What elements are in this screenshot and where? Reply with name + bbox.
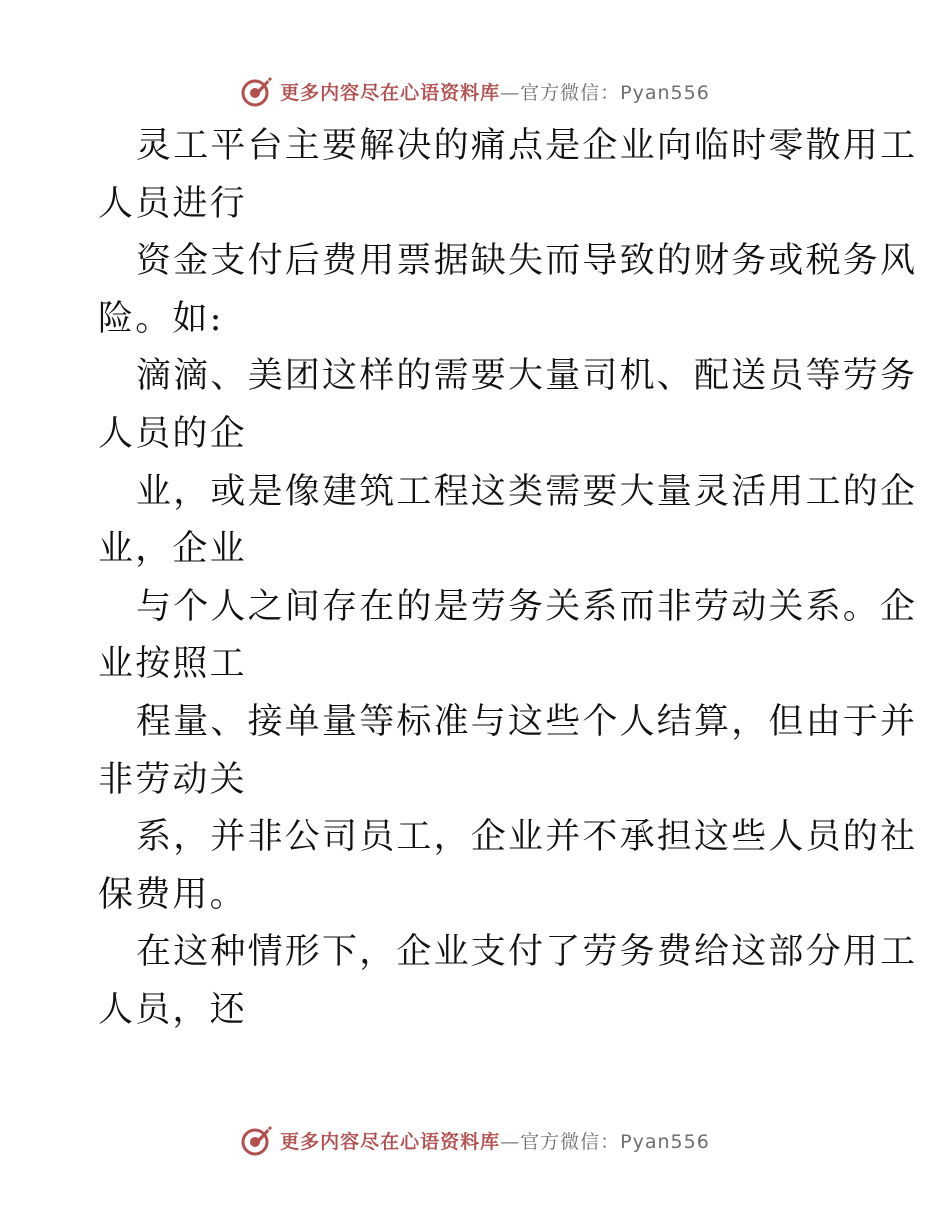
body-line-2: 人员进行 <box>98 183 247 224</box>
body-line-9: 与个人之间存在的是劳务关系而非劳动关系。企 <box>136 586 918 627</box>
body-line-6: 人员的企 <box>98 413 247 454</box>
header-separator: — <box>500 81 521 104</box>
header-text <box>280 78 710 105</box>
body-line-5: 滴滴、美团这样的需要大量司机、配送员等劳务 <box>136 356 918 397</box>
body-line-3: 资金支付后费用票据缺失而导致的财务或税务风 <box>136 241 918 282</box>
header-banner <box>0 71 950 111</box>
footer-separator: — <box>500 1130 521 1153</box>
header-site-text: 更多内容尽在心语资料库 <box>280 81 501 104</box>
body-line-4: 险。如: <box>98 298 224 339</box>
body-line-11: 程量、接单量等标准与这些个人结算，但由于并 <box>136 701 918 742</box>
footer-banner <box>0 1120 950 1160</box>
footer-contact-text: 官方微信：Pyan556 <box>520 1130 710 1153</box>
quill-seal-icon <box>240 74 274 108</box>
body-line-15: 在这种情形下，企业支付了劳务费给这部分用工 <box>136 932 918 973</box>
body-line-8: 业，企业 <box>98 529 247 570</box>
document-body <box>98 118 918 1040</box>
body-line-16: 人员，还 <box>98 989 247 1030</box>
footer-text <box>280 1127 710 1154</box>
body-line-12: 非劳动关 <box>98 759 247 800</box>
body-line-1: 灵工平台主要解决的痛点是企业向临时零散用工 <box>136 126 918 166</box>
body-line-10: 业按照工 <box>98 644 247 685</box>
quill-seal-icon <box>240 1123 274 1157</box>
body-line-14: 保费用。 <box>98 874 247 915</box>
body-line-7: 业，或是像建筑工程这类需要大量灵活用工的企 <box>136 471 918 512</box>
header-contact-text: 官方微信：Pyan556 <box>520 81 710 104</box>
body-line-13: 系，并非公司员工，企业并不承担这些人员的社 <box>136 817 918 858</box>
footer-site-text: 更多内容尽在心语资料库 <box>280 1130 501 1153</box>
